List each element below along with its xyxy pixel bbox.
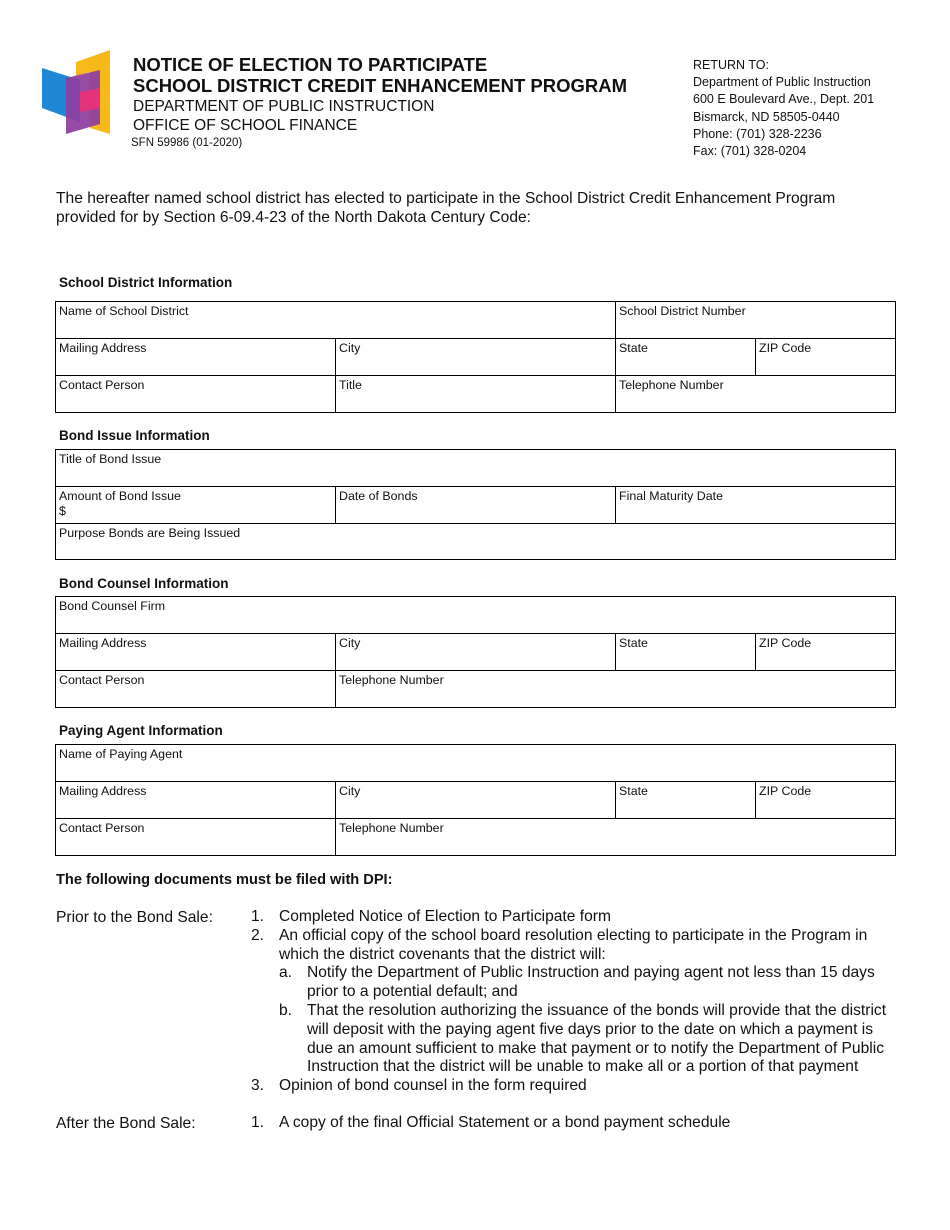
agent-mailing-address-field[interactable]: Mailing Address xyxy=(56,782,336,819)
bond-issue-form xyxy=(55,449,896,560)
list-item-number: 3. xyxy=(251,1077,265,1094)
counsel-mailing-address-field[interactable]: Mailing Address xyxy=(56,634,336,671)
return-to-line: 600 E Boulevard Ave., Dept. 201 xyxy=(693,92,875,107)
return-to-line: Bismarck, ND 58505-0440 xyxy=(693,109,840,124)
district-state-field[interactable]: State xyxy=(616,339,756,376)
return-to-line: Fax: (701) 328-0204 xyxy=(693,144,807,159)
district-mailing-address-field[interactable]: Mailing Address xyxy=(56,339,336,376)
return-to-address xyxy=(693,57,874,160)
sub-list-item: Notify the Department of Public Instruction and paying agent not less than 15 days prior to a potential default; and xyxy=(307,964,875,1000)
paying-agent-section-title: Paying Agent Information xyxy=(59,723,223,738)
documents-title: The following documents must be filed with DPI: xyxy=(56,872,393,888)
list-item-number: 1. xyxy=(251,908,265,925)
dpi-logo-icon xyxy=(42,48,112,136)
department-name: DEPARTMENT OF PUBLIC INSTRUCTION xyxy=(133,98,435,115)
return-to-line: Department of Public Instruction xyxy=(693,75,871,90)
school-district-name-field[interactable]: Name of School District xyxy=(56,302,616,339)
bond-purpose-field[interactable]: Purpose Bonds are Being Issued xyxy=(56,524,896,560)
agent-contact-person-field[interactable]: Contact Person xyxy=(56,819,336,856)
bond-amount-label: Amount of Bond Issue xyxy=(59,489,181,503)
bond-counsel-form xyxy=(55,596,896,708)
sub-list-item: That the resolution authorizing the issuance of the bonds will provide that the district will deposit with the paying agent five days prior to the date on which a payment is due an amount sufficient to make that payment or to notify the Department of Public Instruction that the district will be unable to make all or a portion of that payment xyxy=(307,1002,887,1076)
bond-amount-field[interactable] xyxy=(56,487,336,524)
list-item-number: 2. xyxy=(251,927,265,944)
bond-amount-currency: $ xyxy=(59,504,66,518)
counsel-telephone-field[interactable]: Telephone Number xyxy=(336,671,896,708)
counsel-zip-field[interactable]: ZIP Code xyxy=(756,634,896,671)
form-number: SFN 59986 (01-2020) xyxy=(131,137,243,149)
bond-counsel-section-title: Bond Counsel Information xyxy=(59,576,229,591)
prior-to-sale-label: Prior to the Bond Sale: xyxy=(56,909,213,926)
list-item: A copy of the final Official Statement or a bond payment schedule xyxy=(279,1114,731,1131)
office-name: OFFICE OF SCHOOL FINANCE xyxy=(133,117,358,134)
district-city-field[interactable]: City xyxy=(336,339,616,376)
district-zip-field[interactable]: ZIP Code xyxy=(756,339,896,376)
counsel-city-field[interactable]: City xyxy=(336,634,616,671)
after-sale-label: After the Bond Sale: xyxy=(56,1115,196,1132)
school-district-form xyxy=(55,301,896,413)
sub-item-letter: a. xyxy=(279,964,293,981)
agent-zip-field[interactable]: ZIP Code xyxy=(756,782,896,819)
counsel-contact-person-field[interactable]: Contact Person xyxy=(56,671,336,708)
form-title-line2: SCHOOL DISTRICT CREDIT ENHANCEMENT PROGRAM xyxy=(133,75,628,96)
district-contact-title-field[interactable]: Title xyxy=(336,376,616,413)
school-district-section-title: School District Information xyxy=(59,275,233,290)
form-title-line1: NOTICE OF ELECTION TO PARTICIPATE xyxy=(133,54,488,75)
list-item: Opinion of bond counsel in the form required xyxy=(279,1077,587,1094)
bond-counsel-firm-field[interactable]: Bond Counsel Firm xyxy=(56,597,896,634)
district-telephone-field[interactable]: Telephone Number xyxy=(616,376,896,413)
paying-agent-name-field[interactable]: Name of Paying Agent xyxy=(56,745,896,782)
district-contact-person-field[interactable]: Contact Person xyxy=(56,376,336,413)
return-to-label: RETURN TO: xyxy=(693,58,769,72)
list-item: An official copy of the school board resolution electing to participate in the Program in which the district covenants that the district will: xyxy=(279,927,868,963)
sub-item-letter: b. xyxy=(279,1002,293,1019)
list-item-number: 1. xyxy=(251,1114,265,1131)
bond-issue-title-field[interactable]: Title of Bond Issue xyxy=(56,450,896,487)
agent-city-field[interactable]: City xyxy=(336,782,616,819)
bond-date-field[interactable]: Date of Bonds xyxy=(336,487,616,524)
bond-issue-section-title: Bond Issue Information xyxy=(59,428,210,443)
counsel-state-field[interactable]: State xyxy=(616,634,756,671)
agent-state-field[interactable]: State xyxy=(616,782,756,819)
intro-paragraph: The hereafter named school district has elected to participate in the School District Credit Enhancement Program provided for by Section 6-09.4-23 of the North Dakota Century Code: xyxy=(56,190,836,226)
school-district-number-field[interactable]: School District Number xyxy=(616,302,896,339)
list-item: Completed Notice of Election to Participate form xyxy=(279,908,611,925)
final-maturity-date-field[interactable]: Final Maturity Date xyxy=(616,487,896,524)
return-to-line: Phone: (701) 328-2236 xyxy=(693,126,822,141)
paying-agent-form xyxy=(55,744,896,856)
agent-telephone-field[interactable]: Telephone Number xyxy=(336,819,896,856)
